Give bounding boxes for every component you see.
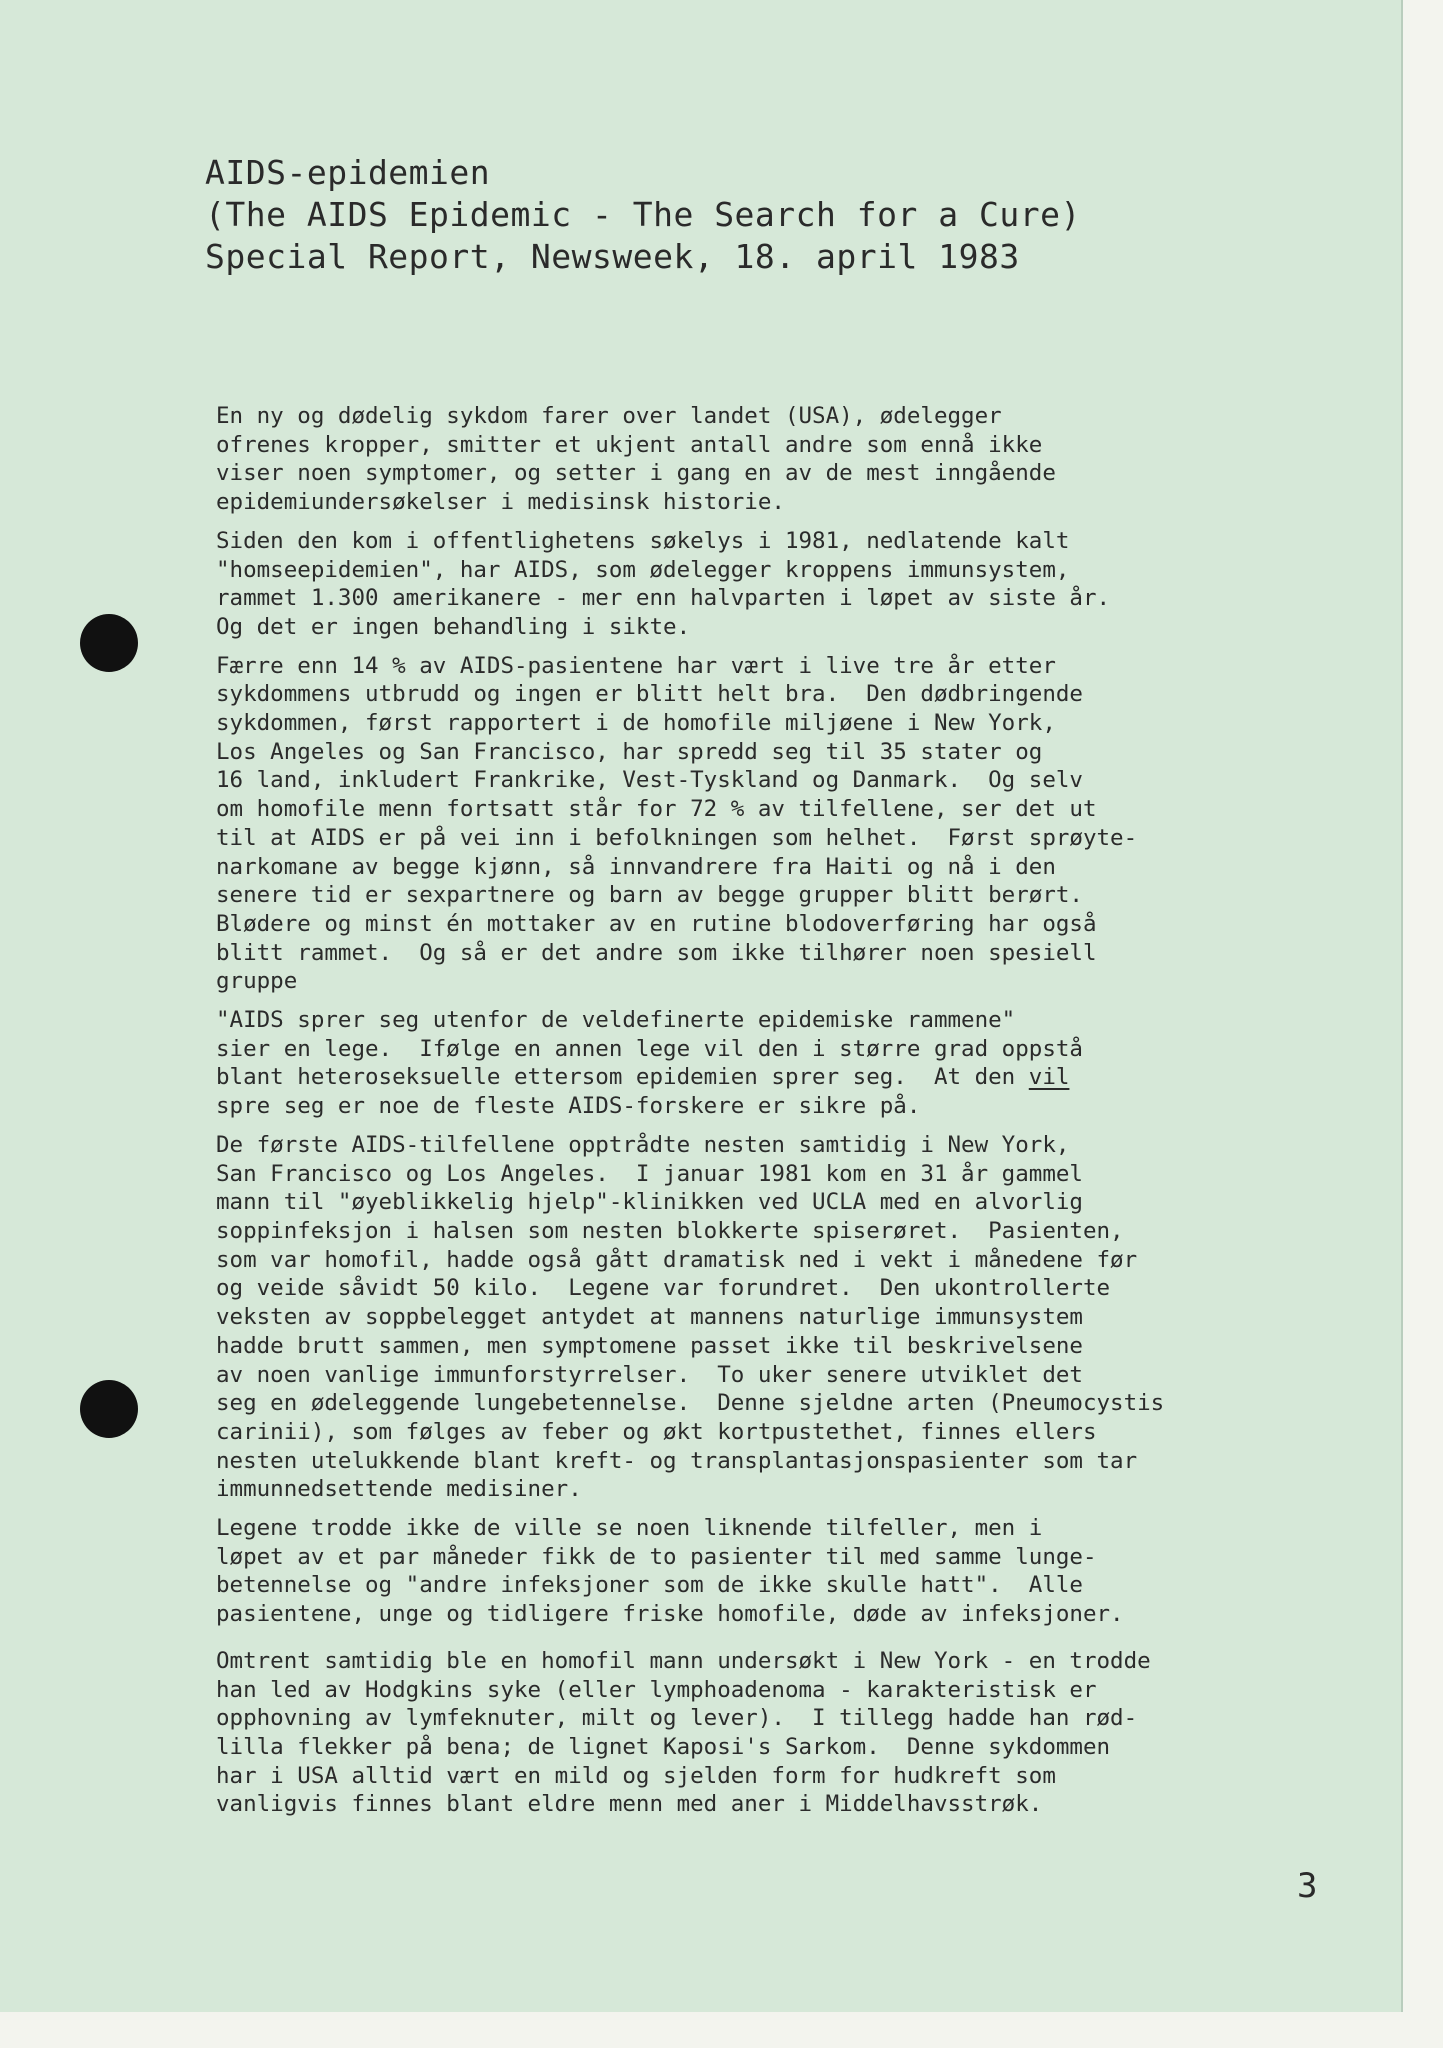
text-line: spre seg er noe de fleste AIDS-forskere er sikre på.: [216, 1093, 921, 1120]
paragraph-7: [216, 1647, 1226, 1819]
text-line: nesten utelukkende blant kreft- og transplantasjonspasienter som tar: [216, 1447, 1138, 1474]
text-line: San Francisco og Los Angeles. I januar 1981 kom en 31 år gammel: [216, 1160, 1083, 1187]
text-line: immunnedsettende medisiner.: [216, 1476, 582, 1503]
text-line: blitt rammet. Og så er det andre som ikke tilhører noen spesiell: [216, 939, 1097, 966]
text-line: betennelse og "andre infeksjoner som de ikke skulle hatt". Alle: [216, 1572, 1083, 1599]
paragraph-6: [216, 1514, 1226, 1629]
text-line-with-underline: [216, 1063, 1226, 1092]
punch-hole-top: [80, 614, 138, 672]
text-line: senere tid er sexpartnere og barn av begge grupper blitt berørt.: [216, 882, 1083, 909]
text-line: hadde brutt sammen, men symptomene passet ikke til beskrivelsene: [216, 1332, 1083, 1359]
text-line: epidemiundersøkelser i medisinsk historie.: [216, 489, 785, 516]
paragraph-4: [216, 1006, 1226, 1121]
text-line: sier en lege. Ifølge en annen lege vil den i større grad oppstå: [216, 1035, 1083, 1062]
text-line: seg en ødeleggende lungebetennelse. Denne sjeldne arten (Pneumocystis: [216, 1390, 1165, 1417]
text-line: gruppe: [216, 968, 298, 995]
text-line: veksten av soppbelegget antydet at mannens naturlige immunsystem: [216, 1304, 1083, 1331]
text-line: Færre enn 14 % av AIDS-pasientene har vært i live tre år etter: [216, 652, 1056, 679]
text-line: sykdommen, først rapportert i de homofile miljøene i New York,: [216, 710, 1056, 737]
text-line: han led av Hodgkins syke (eller lymphoadenoma - karakteristisk er: [216, 1676, 1097, 1703]
text-line: carinii), som følges av feber og økt kortpustethet, finnes ellers: [216, 1418, 1097, 1445]
text-line: soppinfeksjon i halsen som nesten blokkerte spiserøret. Pasienten,: [216, 1217, 1124, 1244]
text-line: Blødere og minst én mottaker av en rutine blodoverføring har også: [216, 910, 1097, 937]
article-body: [216, 402, 1226, 1829]
text-line: av noen vanlige immunforstyrrelser. To uker senere utviklet det: [216, 1361, 1083, 1388]
text-line: om homofile menn fortsatt står for 72 % av tilfellene, ser det ut: [216, 796, 1097, 823]
page-number: 3: [1297, 1866, 1318, 1906]
text-segment: blant heteroseksuelle ettersom epidemien sprer seg. At den: [216, 1064, 1029, 1091]
text-line: mann til "øyeblikkelig hjelp"-klinikken ved UCLA med en alvorlig: [216, 1189, 1083, 1216]
text-line: til at AIDS er på vei inn i befolkningen som helhet. Først sprøyte-: [216, 824, 1138, 851]
text-line: En ny og dødelig sykdom farer over landet (USA), ødelegger: [216, 403, 1002, 429]
text-line: har i USA alltid vært en mild og sjelden form for hudkreft som: [216, 1762, 1056, 1789]
underlined-word: vil: [1028, 1064, 1070, 1091]
text-line: sykdommens utbrudd og ingen er blitt helt bra. Den dødbringende: [216, 681, 1083, 708]
title-line-2: (The AIDS Epidemic - The Search for a Cure): [205, 195, 1081, 234]
text-line: Siden den kom i offentlighetens søkelys i 1981, nedlatende kalt: [216, 527, 1070, 554]
page-margin-right: [1403, 0, 1443, 2048]
text-line: Los Angeles og San Francisco, har spredd seg til 35 stater og: [216, 738, 1043, 765]
text-line: Og det er ingen behandling i sikte.: [216, 613, 691, 640]
page-margin-bottom: [0, 2012, 1443, 2048]
title-line-3: Special Report, Newsweek, 18. april 1983: [205, 237, 1020, 276]
title-line-1: AIDS-epidemien: [205, 153, 491, 192]
punch-hole-bottom: [80, 1380, 138, 1438]
paragraph-3: [216, 652, 1226, 996]
text-line: lilla flekker på bena; de lignet Kaposi's Sarkom. Denne sykdommen: [216, 1733, 1111, 1760]
text-line: pasientene, unge og tidligere friske homofile, døde av infeksjoner.: [216, 1601, 1124, 1628]
text-line: Legene trodde ikke de ville se noen liknende tilfeller, men i: [216, 1515, 1043, 1542]
paragraph-1: [216, 402, 1226, 517]
paragraph-5: [216, 1131, 1226, 1504]
text-line: ofrenes kropper, smitter et ukjent antall andre som ennå ikke: [216, 431, 1043, 458]
text-line: De første AIDS-tilfellene opptrådte nesten samtidig i New York,: [216, 1131, 1070, 1158]
text-line: "AIDS sprer seg utenfor de veldefinerte epidemiske rammene": [216, 1007, 1016, 1034]
text-line: Omtrent samtidig ble en homofil mann undersøkt i New York - en trodde: [216, 1647, 1151, 1674]
text-line: "homseepidemien", har AIDS, som ødelegger kroppens immunsystem,: [216, 556, 1070, 583]
document-title: [205, 152, 1205, 278]
text-line: vanligvis finnes blant eldre menn med aner i Middelhavsstrøk.: [216, 1791, 1043, 1818]
text-line: og veide såvidt 50 kilo. Legene var forundret. Den ukontrollerte: [216, 1275, 1111, 1302]
text-line: løpet av et par måneder fikk de to pasienter til med samme lunge-: [216, 1543, 1097, 1570]
text-line: narkomane av begge kjønn, så innvandrere fra Haiti og nå i den: [216, 853, 1056, 880]
text-line: viser noen symptomer, og setter i gang en av de mest inngående: [216, 460, 1056, 487]
text-line: 16 land, inkludert Frankrike, Vest-Tyskland og Danmark. Og selv: [216, 767, 1083, 794]
text-line: opphovning av lymfeknuter, milt og lever). I tillegg hadde han rød-: [216, 1705, 1138, 1732]
text-line: som var homofil, hadde også gått dramatisk ned i vekt i månedene før: [216, 1246, 1138, 1273]
text-line: rammet 1.300 amerikanere - mer enn halvparten i løpet av siste år.: [216, 585, 1111, 612]
paragraph-2: [216, 527, 1226, 642]
